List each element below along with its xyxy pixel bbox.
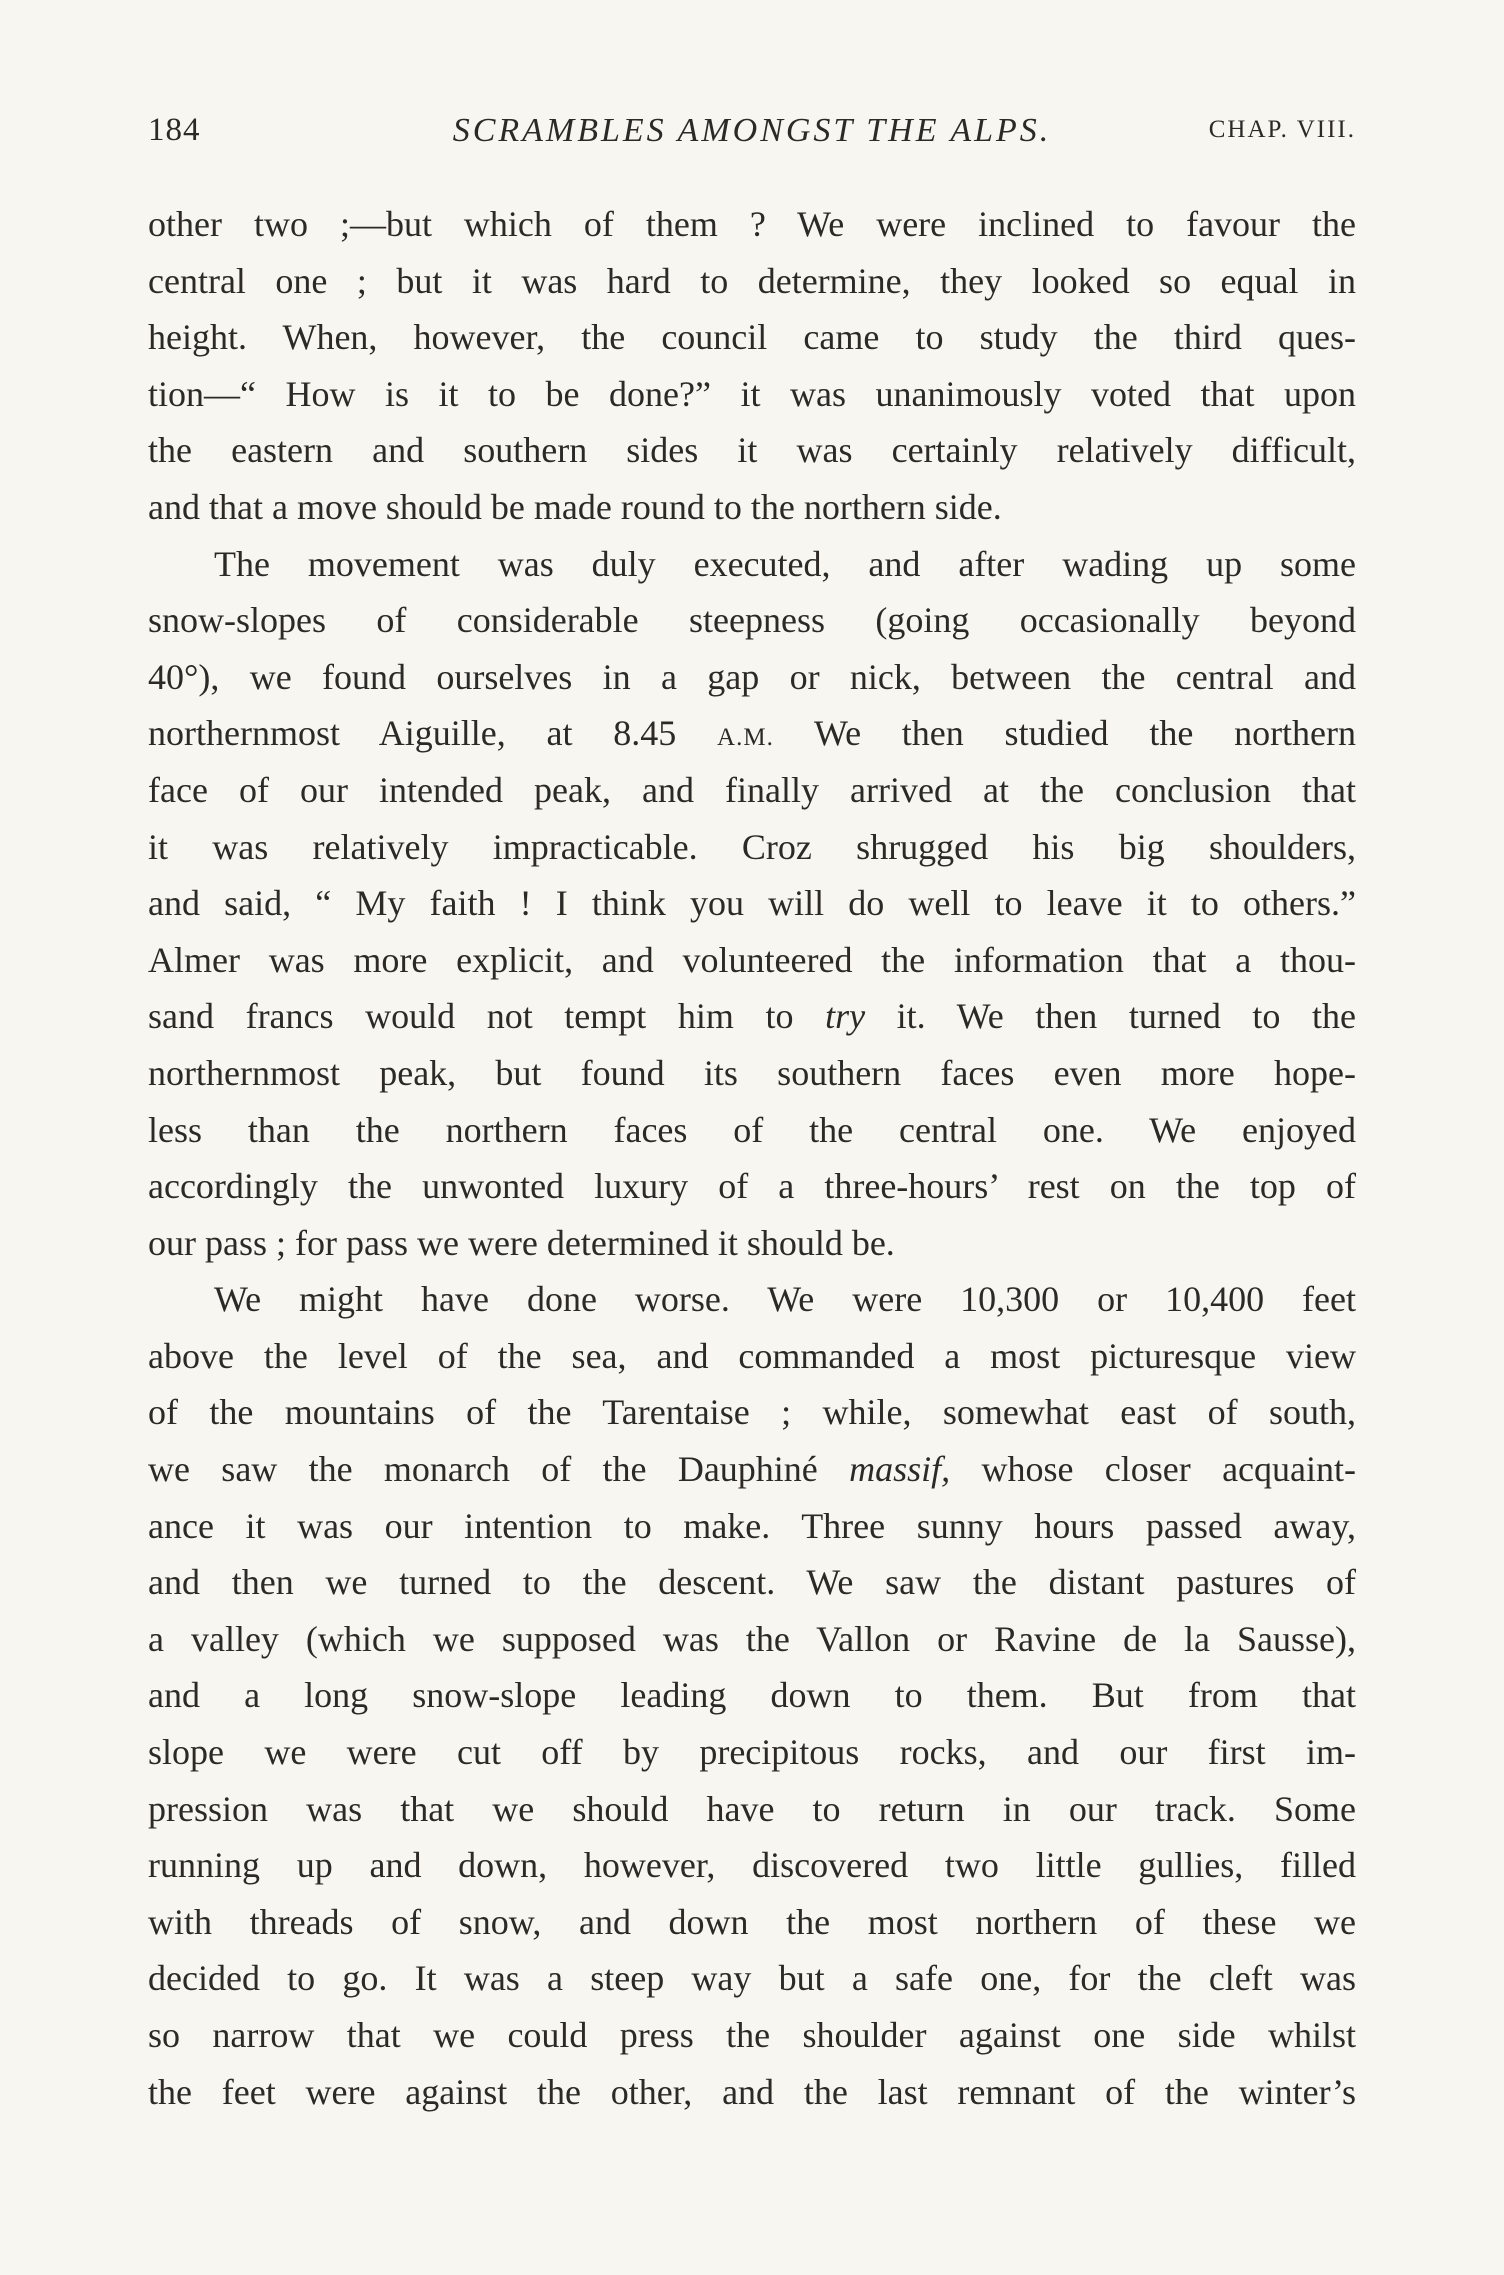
text-line: face of our intended peak, and finally arrived at the conclusion that: [148, 769, 1356, 810]
text-line: running up and down, however, discovered two little gullies, filled: [148, 1845, 1356, 1886]
text-line: and that a move should be made round to the northern side.: [148, 486, 1002, 527]
text-line: [148, 1441, 1356, 1498]
line-segment: We then studied the northern: [813, 713, 1357, 754]
text-line: with threads of snow, and down the most northern of these we: [148, 1901, 1356, 1942]
line-segment: sand francs would not tempt him to: [148, 996, 794, 1037]
text-line: We might have done worse. We were 10,300 or 10,400 feet: [214, 1279, 1356, 1320]
text-line: so narrow that we could press the shoulder against one side whilst: [148, 2015, 1356, 2055]
text-line: pression was that we should have to return in our track. Some: [148, 1788, 1356, 1829]
line-segment: whose closer acquaint-: [981, 1449, 1356, 1490]
running-head: [148, 112, 1356, 162]
text-line: and said, “ My faith ! I think you will do well to leave it to others.”: [148, 883, 1356, 924]
text-line: accordingly the unwonted luxury of a three-hours’ rest on the top of: [148, 1166, 1356, 1207]
text-line: Almer was more explicit, and volunteered the information that a thou-: [148, 939, 1356, 980]
text-line: tion—“ How is it to be done?” it was unanimously voted that upon: [148, 373, 1356, 414]
text-line: ance it was our intention to make. Three sunny hours passed away,: [148, 1505, 1356, 1546]
text-line: and a long snow-slope leading down to them. But from that: [148, 1675, 1356, 1716]
text-line: less than the northern faces of the central one. We enjoyed: [148, 1109, 1356, 1150]
text-line: the feet were against the other, and the last remnant of the winter’s: [148, 2071, 1356, 2112]
text-line: it was relatively impracticable. Croz shrugged his big shoulders,: [148, 826, 1356, 867]
text-line: of the mountains of the Tarentaise ; while, somewhat east of south,: [148, 1392, 1356, 1433]
text-line: central one ; but it was hard to determine, they looked so equal in: [148, 260, 1356, 301]
text-line: 40°), we found ourselves in a gap or nick, between the central and: [148, 656, 1356, 697]
text-line: other two ;—but which of them ? We were inclined to favour the: [148, 204, 1356, 244]
text-line: above the level of the sea, and commanded a most picturesque view: [148, 1335, 1356, 1376]
text-line: The movement was duly executed, and after wading up some: [214, 543, 1356, 584]
text-line: height. When, however, the council came to study the third ques-: [148, 317, 1356, 358]
line-segment: we saw the monarch of the Dauphiné: [148, 1449, 818, 1490]
time-abbreviation: A.M.: [717, 724, 774, 752]
text-line: snow-slopes of considerable steepness (going occasionally beyond: [148, 600, 1356, 641]
chapter-label: CHAP. VIII.: [1208, 116, 1356, 143]
line-segment: it. We then turned to the: [896, 996, 1356, 1037]
text-line: our pass ; for pass we were determined it should be.: [148, 1222, 895, 1263]
text-line: northernmost peak, but found its southern faces even more hope-: [148, 1052, 1356, 1093]
text-line: [148, 988, 1356, 1045]
text-line: the eastern and southern sides it was certainly relatively difficult,: [148, 430, 1356, 471]
text-line: [148, 705, 1356, 762]
body-text: [148, 196, 1356, 2120]
text-line: decided to go. It was a steep way but a safe one, for the cleft was: [148, 1958, 1356, 1999]
running-title: SCRAMBLES AMONGST THE ALPS.: [452, 112, 1052, 149]
text-line: and then we turned to the descent. We saw the distant pastures of: [148, 1562, 1356, 1603]
italic-word: try: [825, 996, 866, 1037]
page-number: 184: [148, 112, 201, 148]
italic-word: massif,: [849, 1449, 951, 1490]
text-line: a valley (which we supposed was the Vallon or Ravine de la Sausse),: [148, 1618, 1356, 1659]
line-segment: northernmost Aiguille, at 8.45: [148, 713, 677, 754]
text-line: slope we were cut off by precipitous rocks, and our first im-: [148, 1732, 1356, 1773]
